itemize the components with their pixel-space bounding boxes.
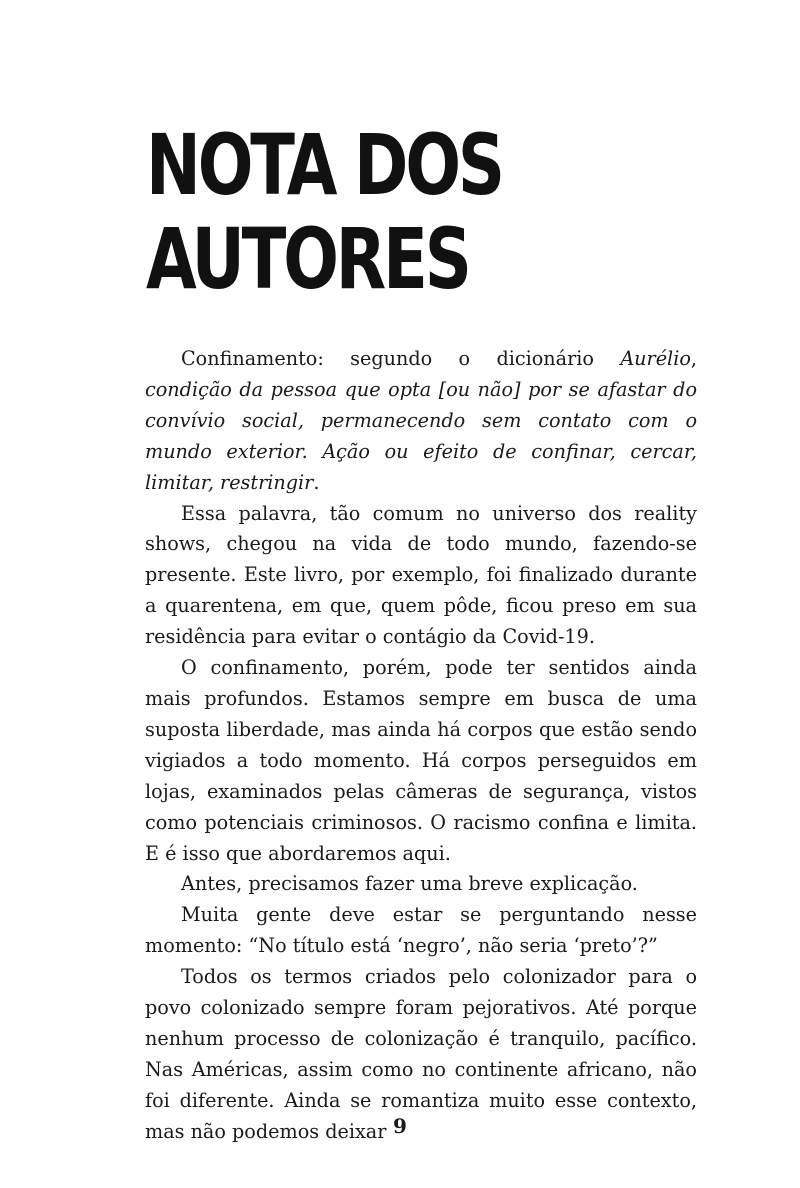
paragraph-1-lead: Confinamento: segundo o dicionário (181, 347, 621, 370)
paragraph-6: Todos os termos criados pelo colonizador para o povo colonizado sempre foram pejorativos. Até porque nenhum processo de colonização é tranquilo, pacífico. Nas Américas, assim como no continente africano, não foi diferente. Ainda se romantiza muito esse contexto, mas não podemos deixar (145, 965, 697, 1143)
body-text (145, 344, 697, 1148)
chapter-title-line-2: AUTORES (146, 210, 469, 308)
paragraph-3: O confinamento, porém, pode ter sentidos ainda mais profundos. Estamos sempre em busca de uma suposta liberdade, mas ainda há corpos que estão sendo vigiados a todo momento. Há corpos perseguidos em lojas, examinados pelas câmeras de segurança, vistos como potenciais criminosos. O racismo confina e limita. E é isso que abordaremos aqui. (145, 656, 697, 865)
paragraph-1-comma: , (690, 347, 697, 370)
paragraph-4: Antes, precisamos fazer uma breve explicação. (181, 872, 638, 896)
paragraph-5: Muita gente deve estar se perguntando nesse momento: “No título está ‘negro’, não seria ‘preto’?” (145, 903, 697, 958)
page-number: 9 (393, 1114, 407, 1138)
definition-quote: condição da pessoa que opta [ou não] por se afastar do convívio social, permanecendo sem contato com o mundo exterior. Ação ou efeito de confinar, cercar, limitar, restringir (145, 377, 697, 494)
paragraph-2: Essa palavra, tão comum no universo dos reality shows, chegou na vida de todo mundo, fazendo-se presente. Este livro, por exemplo, foi finalizado durante a quarentena, em que, quem pôde, ficou preso em sua residência para evitar o contágio da Covid-19. (145, 501, 697, 649)
paragraph-1-period: . (313, 470, 320, 494)
dictionary-name: Aurélio (620, 347, 691, 370)
paragraph-1 (145, 344, 697, 499)
chapter-title-line-1: NOTA DOS (146, 116, 502, 214)
chapter-title (146, 118, 502, 306)
